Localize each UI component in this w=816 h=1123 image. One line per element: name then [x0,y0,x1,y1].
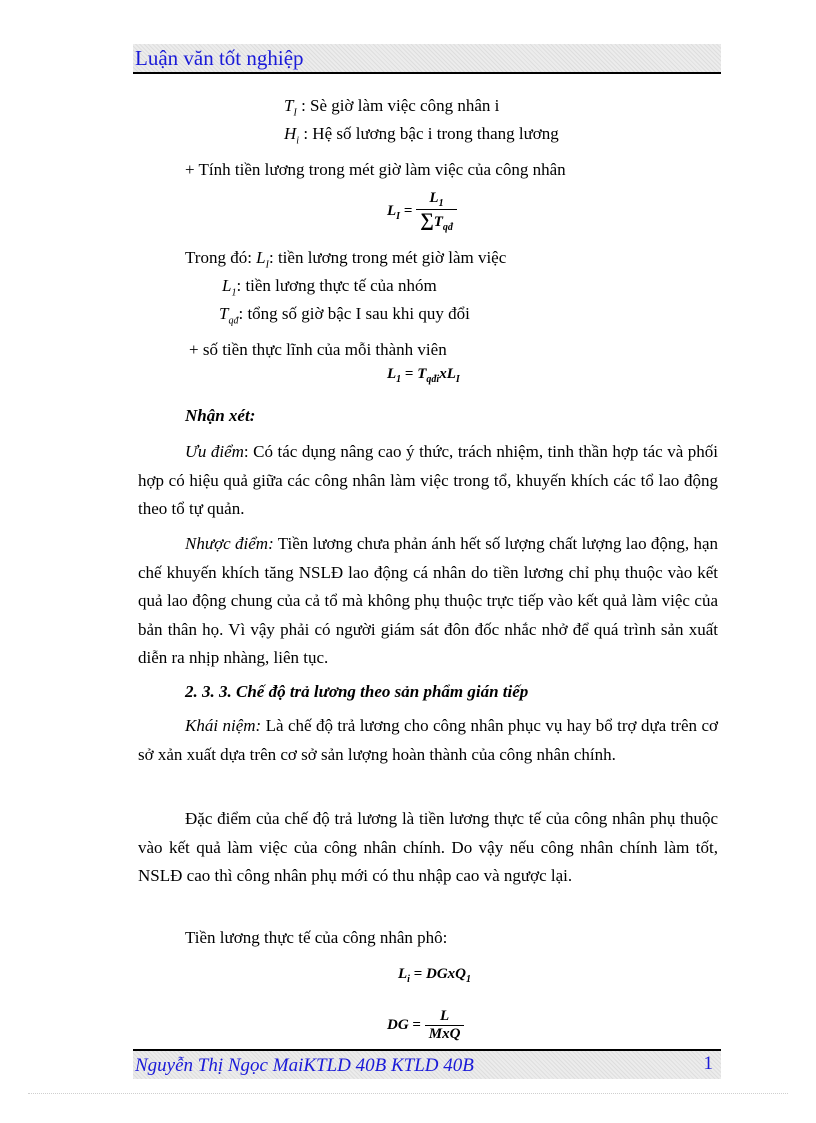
formula-aux-wage: $L_i$ = DGxQ$_1$ [398,966,472,985]
page-footer [133,1049,721,1079]
formula-wage-per-hour: $L_I$ = $\frac{L_1}{\sum T_{qđ}}$ [387,190,457,233]
section-heading: 2. 3. 3. Chế độ trả lương theo sản phẩm gián tiếp [185,682,529,701]
where-line-1: Trong đó: $L_I$: tiền lương trong mét giờ làm việc [185,248,507,271]
definition-t: $T_I$ : Sè giờ làm việc công nhân i [284,96,500,119]
page-bottom-divider [28,1093,788,1094]
formula-member-wage: $L_1 = T_{qđi}xL_I$ [387,366,460,385]
where-line-2: $L_1$: tiền lương thực tế của nhóm [222,276,437,299]
definition-h: $H_i$ : Hệ số lương bậc i trong thang lương [284,124,559,147]
step-actual-wage: + số tiền thực lĩnh của mỗi thành viên [189,340,447,359]
where-line-3: $T_{qđ}$: tổng số giờ bậc I sau khi quy đổi [219,304,470,327]
remark-heading: Nhận xét: [185,406,256,425]
footer-author: Nguyễn Thị Ngọc MaiKTLD 40B KTLD 40B [135,1055,474,1076]
page-header [133,44,721,74]
feature-paragraph: Đặc điểm của chế độ trả lương là tiền lương thực tế của công nhân phụ thuộc vào kết quả làm việc của công nhân chính. Do vậy nếu công nhân chính làm tốt, NSLĐ cao thì công nhân phụ mới có thu nhập cao và ngược lại. [138,809,718,885]
formula-unit-price: DG = $\frac{L}{\text{MxQ}}$ [387,1008,464,1043]
actual-wage-line: Tiền lương thực tế của công nhân phô: [185,928,448,947]
page-number: 1 [703,1053,713,1074]
step-wage-per-hour: + Tính tiền lương trong mét giờ làm việc của công nhân [185,160,566,179]
header-title: Luận văn tốt nghiệp [135,46,304,70]
advantage-paragraph: Ưu điểm: Có tác dụng nâng cao ý thức, trách nhiệm, tinh thần hợp tác và phối hợp có hiệu quả giữa các công nhân làm việc trong tổ, khuyến khích các tổ lao động theo tổ tự quản. [138,442,718,518]
disadvantage-paragraph: Nhược điểm: Tiền lương chưa phản ánh hết số lượng chất lượng lao động, hạn chế khuyến khích tăng NSLĐ lao động cá nhân do tiền lương chỉ phụ thuộc vào kết quả lao động chung của cả tổ mà không phụ thuộc trực tiếp vào kết quả làm việc của bản thân họ. Vì vậy phải có người giám sát đôn đốc nhắc nhở để quá trình sản xuất diễn ra nhịp nhàng, liên tục. [138,534,718,667]
concept-paragraph: Khái niệm: Là chế độ trả lương cho công nhân phục vụ hay bổ trợ dựa trên cơ sở xản xuất dựa trên cơ sở sản lượng hoàn thành của công nhân chính. [138,716,718,764]
